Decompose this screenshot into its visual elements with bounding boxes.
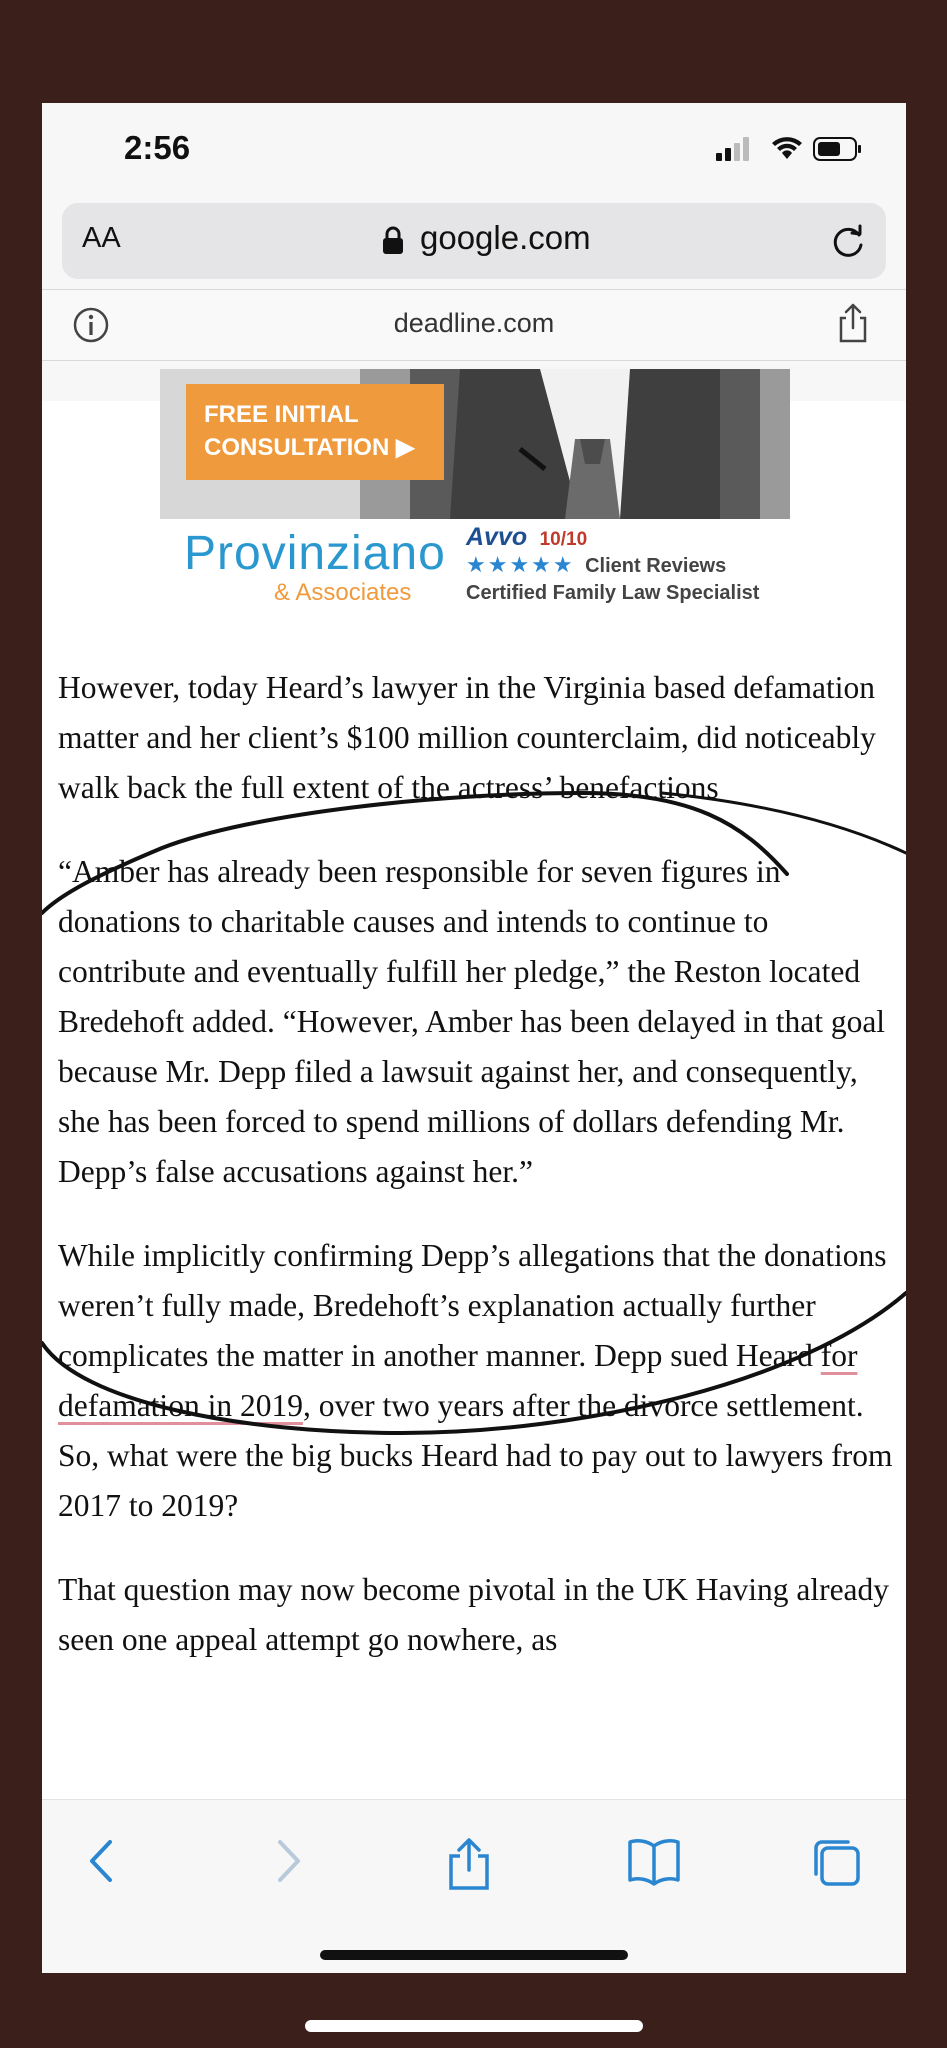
share-icon[interactable] [836, 302, 870, 344]
status-icons [714, 133, 864, 169]
article-body [58, 663, 898, 1699]
article-text: , over two years after the divorce settlement. So, what were the big bucks Heard had to pay out to lawyers from 2017 to 2019? [58, 1388, 893, 1523]
tabs-icon[interactable] [810, 1836, 864, 1890]
defamation-link[interactable]: for defamation in 2019 [58, 1338, 858, 1423]
article-paragraph: “Amber has already been responsible for seven figures in donations to charitable causes and intends to continue to contribute and eventually fulfill her pledge,” the Reston located Bredehoft added. “However, Amber has been delayed in that goal because Mr. Depp filed a lawsuit against her, and consequently, she has been forced to spend millions of dollars defending Mr. Depp’s false accusations against her.” [58, 854, 886, 1189]
back-icon[interactable] [82, 1836, 122, 1886]
battery-icon [814, 138, 861, 160]
ad-brand-name: Provinziano [184, 527, 446, 580]
phone-screen [42, 103, 906, 1973]
status-time: 2:56 [124, 129, 191, 166]
ad-brand-logo[interactable] [184, 529, 446, 607]
article-paragraph: However, today Heard’s lawyer in the Virginia based defamation matter and her client’s $100 million counterclaim, did noticeably walk back the full extent of the actress’ benefactions [58, 670, 876, 805]
reload-icon[interactable] [828, 221, 868, 261]
url-host[interactable]: google.com [420, 219, 591, 256]
ad-reviews-label: Client Reviews [585, 555, 727, 577]
home-indicator[interactable] [320, 1950, 628, 1960]
wifi-icon [772, 137, 802, 159]
amp-header-bar [42, 289, 906, 361]
status-bar [42, 103, 906, 193]
ad-rating-score: 10/10 [539, 529, 588, 550]
ad-cta-button[interactable] [186, 384, 444, 480]
cellular-signal-icon [716, 137, 749, 161]
forward-icon[interactable] [268, 1836, 308, 1886]
address-bar[interactable] [62, 203, 886, 279]
page-host[interactable]: deadline.com [393, 308, 555, 338]
share-icon[interactable] [444, 1836, 494, 1892]
ad-brand-sub: & Associates [274, 579, 412, 606]
reader-options-button[interactable]: AA [82, 222, 121, 254]
device-home-indicator[interactable] [305, 2020, 643, 2032]
ad-certification: Certified Family Law Specialist [466, 582, 760, 604]
ad-rating-brand: Avvo [466, 523, 528, 551]
lock-icon [382, 225, 404, 255]
bookmarks-icon[interactable] [626, 1836, 682, 1886]
ad-cta-line2: CONSULTATION ▶ [204, 434, 415, 461]
bottom-toolbar [42, 1799, 906, 1973]
article-text: While implicitly confirming Depp’s allegations that the donations weren’t fully made, Bredehoft’s explanation actually further complicates the matter in another manner. Depp sued Heard [58, 1238, 887, 1373]
article-paragraph [58, 1231, 898, 1531]
rating-stars-icon: ★★★★★ [466, 552, 575, 577]
ad-rating-block [466, 523, 759, 605]
ad-banner[interactable] [160, 369, 790, 519]
article-paragraph: That question may now become pivotal in the UK Having already seen one appeal attempt go nowhere, as [58, 1572, 890, 1657]
ad-cta-line1: FREE INITIAL [204, 401, 359, 428]
